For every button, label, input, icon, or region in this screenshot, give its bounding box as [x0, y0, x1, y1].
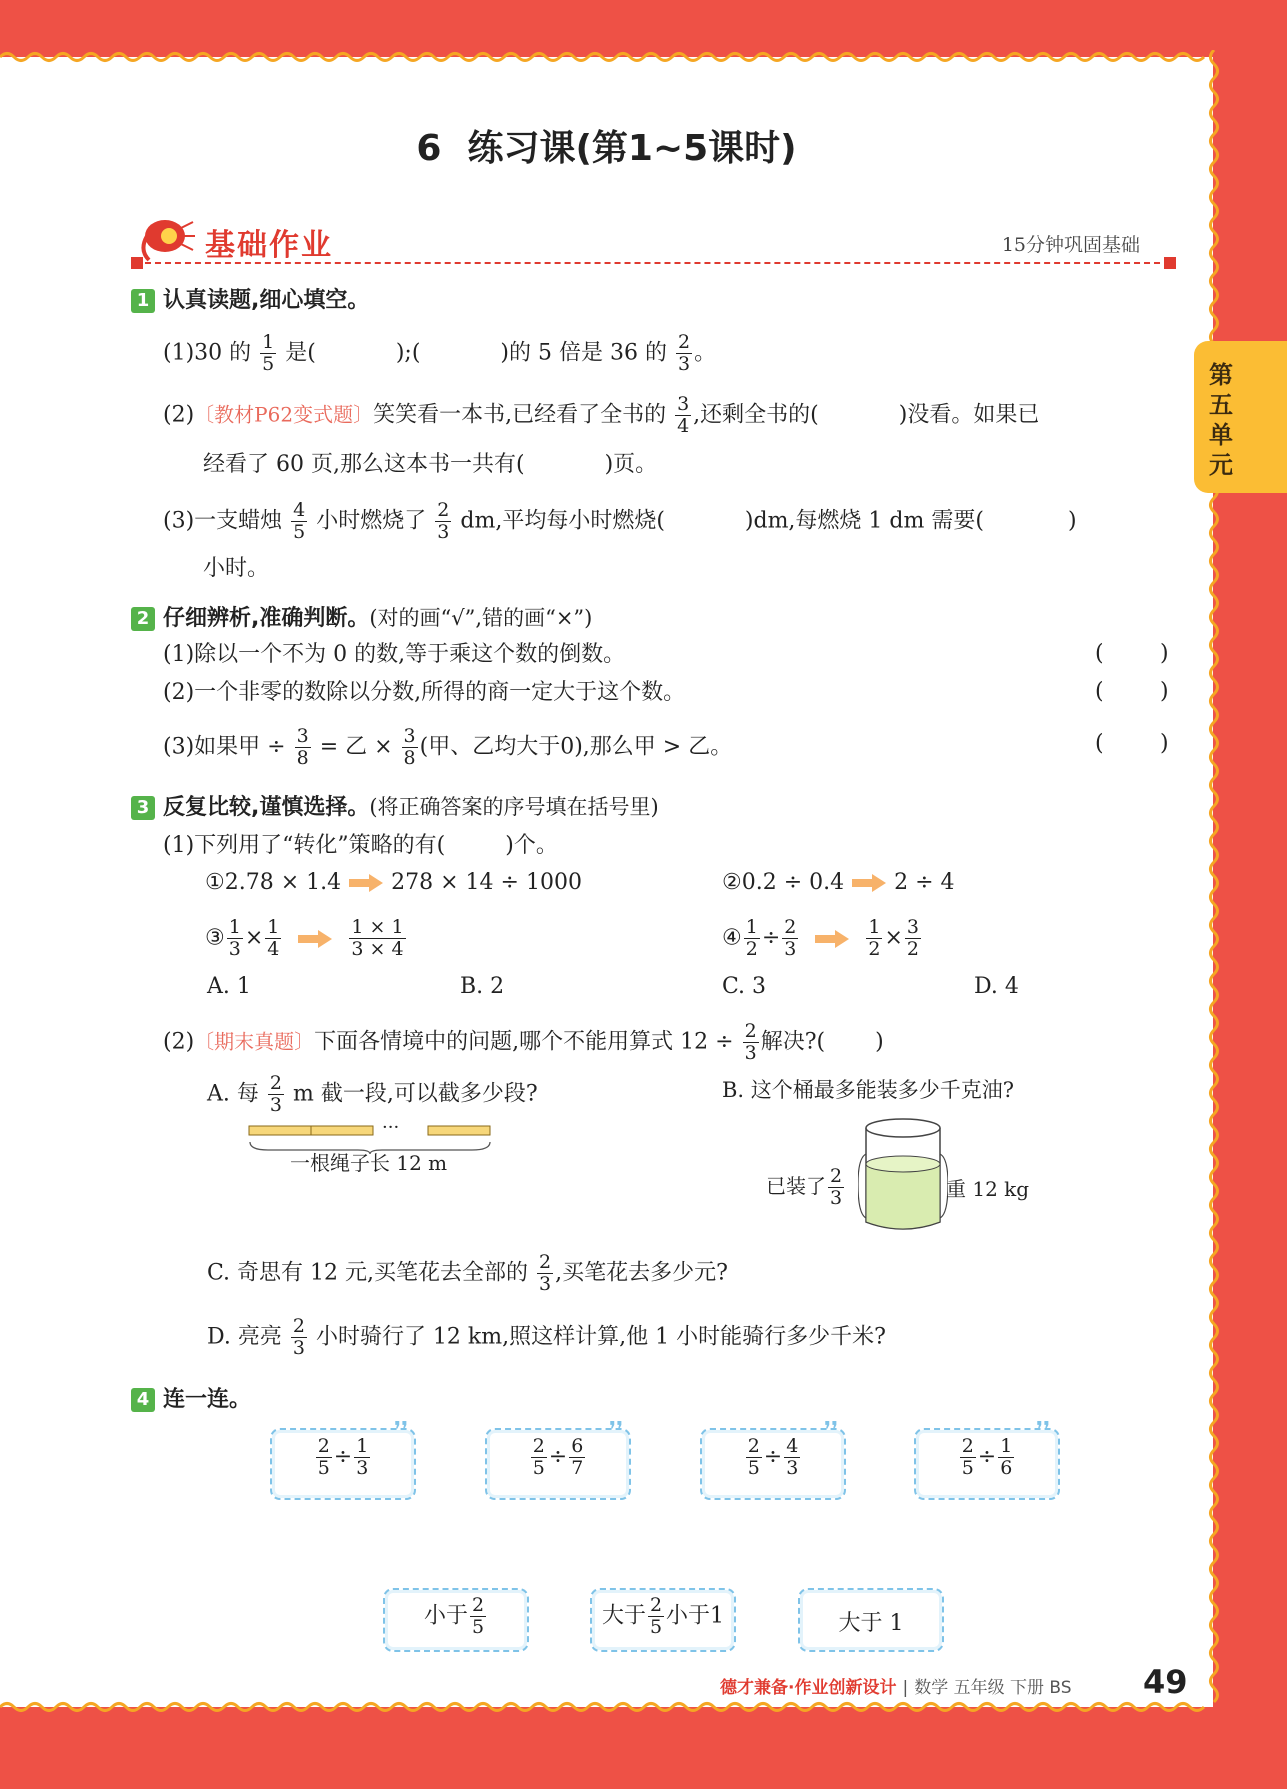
match-card-bottom-2[interactable] [590, 1588, 736, 1652]
expr-left: ①2.78 × 1.4 [205, 870, 342, 895]
fraction: $\frac{2}{5}$ [317, 1435, 330, 1479]
q4-number-badge: 4 [131, 1388, 155, 1412]
q1-part3 [163, 500, 1077, 543]
option-a-text-a: A. 每 [207, 1081, 259, 1107]
q2-p3-text-b: = 乙 × [319, 734, 393, 760]
judge-paren-left: ( [1095, 679, 1104, 704]
q3-option-3 [205, 917, 408, 960]
footer-brand: 德才兼备·作业创新设计 [720, 1678, 897, 1698]
q2-heading [131, 601, 592, 632]
fraction-2-3: $\frac{2}{3}$ [744, 1020, 757, 1064]
fraction: $\frac{1}{3}$ [356, 1435, 369, 1479]
q3-note: (将正确答案的序号填在括号里) [369, 795, 659, 819]
q3-s2-text-d: ) [875, 1029, 884, 1055]
q1-p2-text-c: ,还剩全书的( [693, 402, 819, 428]
times-sign: × [244, 925, 264, 951]
greater-than-one-text: 大于 1 [838, 1611, 904, 1636]
expr-right: 278 × 14 ÷ 1000 [391, 870, 582, 895]
expr-right: 2 ÷ 4 [894, 870, 955, 895]
q3-s2-text-b: 下面各情境中的问题,哪个不能用算式 12 ÷ [314, 1029, 734, 1055]
oil-weight-label: 重 12 kg [946, 1177, 1030, 1201]
q1-p1-text-e: 。 [694, 340, 717, 366]
fraction: $\frac{1}{6}$ [1000, 1435, 1013, 1479]
water-drops-icon: ❜❜ [609, 1418, 624, 1443]
q3-option-c [207, 1252, 728, 1295]
textbook-tag: 〔教材P62变式题〕 [194, 402, 374, 427]
q1-p3-text-d: )dm,每燃烧 1 dm 需要( [744, 508, 984, 534]
divide-sign: ÷ [548, 1444, 568, 1470]
mascot-icon [135, 210, 197, 266]
water-drops-icon: ❜❜ [1036, 1418, 1051, 1443]
q1-p1-text-d: )的 5 倍是 36 的 [500, 340, 667, 366]
fraction: $\frac{4}{3}$ [786, 1435, 799, 1479]
fraction-3-2: $\frac{3}{2}$ [906, 916, 919, 960]
q1-p2-text-f: )页。 [604, 452, 658, 477]
divide-sign: ÷ [333, 1444, 353, 1470]
q3-option-a [207, 1073, 538, 1116]
option-a-text-b: m 截一段,可以截多少段? [292, 1081, 538, 1107]
page-number: 49 [1143, 1663, 1188, 1701]
q3-option-b: B. 这个桶最多能装多少千克油? [722, 1078, 1015, 1102]
fraction-2-3: $\frac{2}{3}$ [292, 1315, 305, 1359]
fraction-1-5: $\frac{1}{5}$ [262, 331, 275, 375]
arrow-icon [298, 932, 332, 946]
q3-number-badge: 3 [131, 796, 155, 820]
option-marker: ③ [205, 925, 225, 951]
fraction-1-4: $\frac{1}{4}$ [267, 916, 280, 960]
lesson-number: 6 [416, 128, 442, 169]
lesson-title: 练习课(第1~5课时) [467, 128, 797, 169]
q3-sub1 [163, 829, 558, 863]
q2-item2: (2)一个非零的数除以分数,所得的商一定大于这个数。 [163, 680, 686, 705]
q3-option-2 [722, 866, 955, 900]
less-than-one-text: 小于1 [666, 1603, 725, 1629]
judge-paren-left: ( [1095, 731, 1104, 756]
q3-sub2 [163, 1021, 884, 1064]
arrow-icon [349, 876, 383, 890]
fraction-2-3: $\frac{2}{3}$ [784, 916, 797, 960]
divider-end-right [1164, 257, 1176, 269]
q2-p3-text-c: (甲、乙均大于0),那么甲 > 乙。 [419, 734, 733, 760]
q1-p1-text-a: (1)30 的 [163, 340, 252, 366]
fraction-3-8: $\frac{3}{8}$ [296, 725, 309, 769]
fraction-1-2: $\frac{1}{2}$ [745, 916, 758, 960]
divide-sign: ÷ [763, 1444, 783, 1470]
fraction-2-3: $\frac{2}{3}$ [677, 331, 691, 375]
q3-heading [131, 790, 659, 821]
exam-tag: 〔期末真题〕 [194, 1029, 315, 1054]
q1-p3-text-b: 小时燃烧了 [316, 508, 427, 534]
option-marker: ④ [722, 925, 742, 951]
judge-paren-right[interactable]: ) [1160, 731, 1169, 756]
page-footer: 德才兼备·作业创新设计 | 数学 五年级 下册 BS [720, 1678, 1072, 1698]
q1-part1 [163, 332, 716, 375]
q2-note: (对的画“√”,错的画“×”) [369, 606, 593, 630]
q1-p3-text-c: dm,平均每小时燃烧( [460, 508, 665, 534]
fraction-2-3: $\frac{2}{3}$ [437, 499, 450, 543]
q1-number-badge: 1 [131, 289, 155, 313]
footer-info: 数学 五年级 下册 BS [914, 1678, 1072, 1698]
divider-end-left [131, 257, 143, 269]
q1-p3-text-a: (3)一支蜡烛 [163, 508, 283, 534]
option-d-text-b: 小时骑行了 12 km,照这样计算,他 1 小时能骑行多少千米? [315, 1324, 886, 1350]
q4-title: 连一连。 [163, 1387, 252, 1412]
expr-left: ②0.2 ÷ 0.4 [722, 870, 845, 895]
choice-a[interactable]: A. 1 [207, 974, 251, 999]
option-c-text-a: C. 奇思有 12 元,买笔花去全部的 [207, 1260, 529, 1286]
fraction-1-2: $\frac{1}{2}$ [868, 916, 881, 960]
page-title [0, 120, 1213, 171]
match-card-bottom-1[interactable] [383, 1588, 529, 1652]
fraction-3-4: $\frac{3}{4}$ [677, 393, 690, 437]
fraction-4-5: $\frac{4}{5}$ [293, 499, 306, 543]
fraction-1-3: $\frac{1}{3}$ [228, 916, 241, 960]
choice-b[interactable]: B. 2 [460, 974, 505, 999]
judge-paren-right[interactable]: ) [1160, 679, 1169, 704]
right-zigzag-border [1204, 50, 1224, 1714]
fraction: $\frac{2}{5}$ [532, 1435, 545, 1479]
option-c-text-b: ,买笔花去多少元? [555, 1260, 728, 1286]
divide-sign: ÷ [761, 925, 781, 951]
unit-side-tab-label: 第五单元 [1209, 361, 1233, 479]
rope-diagram [248, 1124, 492, 1138]
q1-p2-text-d: )没看。如果已 [898, 402, 1040, 428]
q1-p2-text-a: (2) [163, 402, 195, 428]
q3-option-d [207, 1316, 886, 1359]
judge-paren-left: ( [1095, 641, 1104, 666]
q2-item1: (1)除以一个不为 0 的数,等于乘这个数的倒数。 [163, 642, 626, 667]
section-header [135, 212, 1170, 272]
match-card-bottom-3[interactable] [798, 1588, 944, 1652]
q1-part3-cont: 小时。 [203, 556, 270, 581]
greater-than-text: 大于 [601, 1603, 646, 1629]
less-than-text: 小于 [423, 1603, 468, 1629]
q3-s2-text-a: (2) [163, 1029, 195, 1055]
q1-title: 认真读题,细心填空。 [163, 288, 370, 313]
section-subtitle: 15分钟巩固基础 [1001, 234, 1140, 256]
section-divider [135, 262, 1170, 264]
q1-part2 [163, 394, 1039, 437]
water-drops-icon: ❜❜ [394, 1418, 409, 1443]
choice-d[interactable]: D. 4 [974, 974, 1019, 999]
divide-sign: ÷ [977, 1444, 997, 1470]
arrow-icon [852, 876, 886, 890]
q4-heading [131, 1382, 251, 1413]
q2-p3-text-a: (3)如果甲 ÷ [163, 734, 286, 760]
q3-title: 反复比较,谨慎选择。 [163, 795, 370, 820]
q1-p1-text-b: 是( [285, 340, 316, 366]
q2-title: 仔细辨析,准确判断。 [163, 606, 370, 631]
q3-s2-text-c: 解决?( [760, 1029, 826, 1055]
q3-s1-text-b: )个。 [505, 833, 558, 858]
fraction-product: $\frac{1 \times 1}{3 \times 4}$ [351, 916, 404, 960]
q3-option-4 [722, 917, 923, 960]
q1-heading [131, 283, 369, 314]
q1-p2-text-b: 笑笑看一本书,已经看了全书的 [373, 402, 667, 428]
fraction-2-5: $\frac{2}{5}$ [649, 1594, 663, 1638]
judge-paren-right[interactable]: ) [1160, 641, 1169, 666]
q1-p2-text-e: 经看了 60 页,那么这本书一共有( [203, 452, 525, 477]
q3-option-1 [205, 866, 582, 900]
fraction-2-5: $\frac{2}{5}$ [471, 1594, 485, 1638]
times-sign: × [884, 925, 903, 951]
q1-part2-cont [203, 448, 657, 482]
arrow-icon [815, 932, 849, 946]
option-d-text-a: D. 亮亮 [207, 1324, 282, 1350]
q1-p3-text-e: ) [1067, 508, 1077, 534]
fraction: $\frac{2}{5}$ [961, 1435, 974, 1479]
fraction-3-8: $\frac{3}{8}$ [403, 725, 416, 769]
fraction-2-3: $\frac{2}{3}$ [830, 1165, 843, 1209]
section-label: 基础作业 [205, 228, 333, 263]
fraction: $\frac{6}{7}$ [571, 1435, 584, 1479]
q2-item3 [163, 726, 732, 769]
fraction: $\frac{2}{5}$ [747, 1435, 760, 1479]
q1-p1-text-c: );( [395, 340, 421, 366]
top-zigzag-border [0, 50, 1213, 64]
q2-number-badge: 2 [131, 607, 155, 631]
bottom-zigzag-border [0, 1700, 1213, 1714]
fraction-2-3: $\frac{2}{3}$ [539, 1251, 552, 1295]
q3-s1-text-a: (1)下列用了“转化”策略的有( [163, 833, 446, 858]
fraction-2-3: $\frac{2}{3}$ [269, 1072, 282, 1116]
choice-c[interactable]: C. 3 [722, 974, 767, 999]
oil-bucket-icon [858, 1114, 948, 1236]
water-drops-icon: ❜❜ [824, 1418, 839, 1443]
rope-dots: ··· [382, 1117, 400, 1138]
oil-filled-label: 已装了 $\frac{2}{3}$ [766, 1165, 843, 1209]
rope-label: 一根绳子长 12 m [290, 1151, 448, 1175]
